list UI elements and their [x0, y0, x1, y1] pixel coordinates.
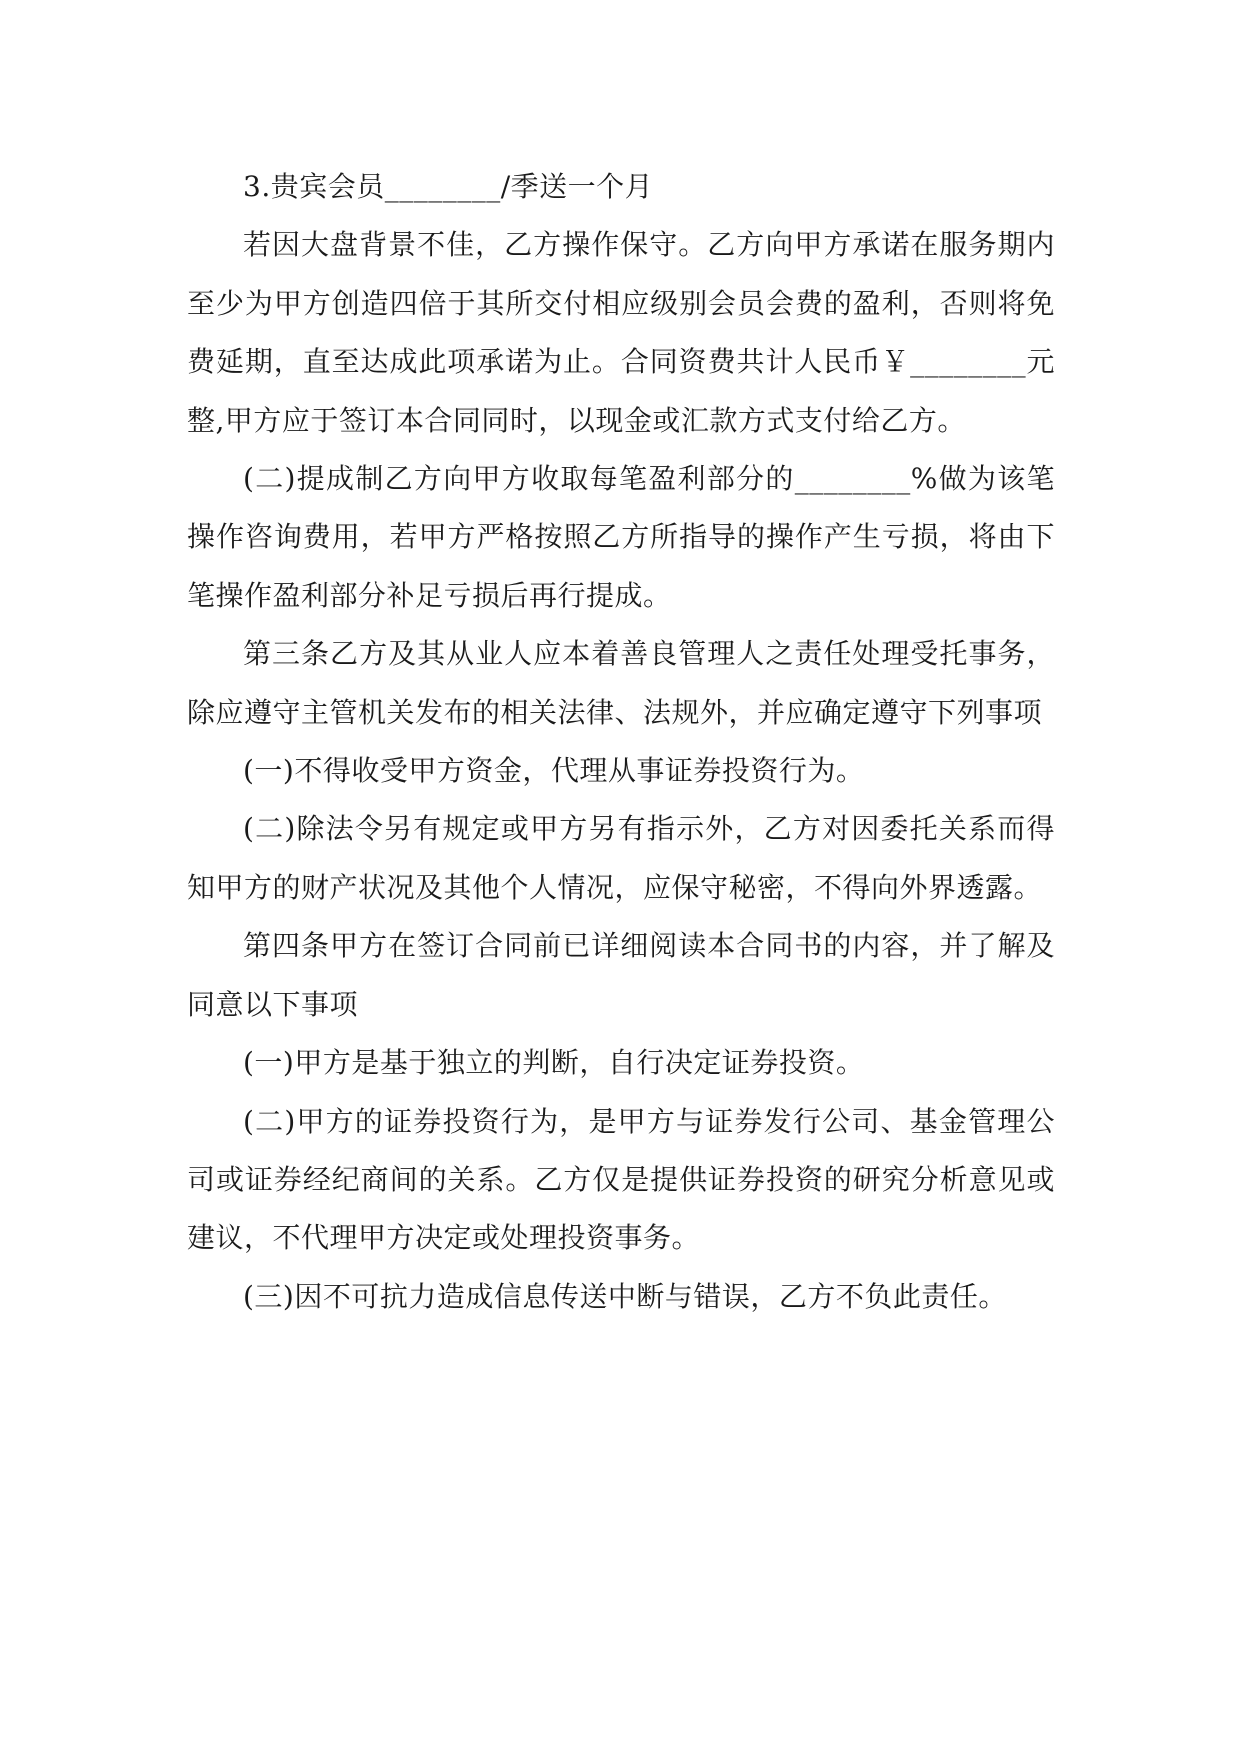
paragraph-item-two-relationship: (二)甲方的证券投资行为，是甲方与证券发行公司、基金管理公司或证券经纪商间的关系。乙方仅是提供证券投资的研究分析意见或建议，不代理甲方决定或处理投资事务。 — [187, 1104, 1055, 1255]
paragraph-item-three-force-majeure: (三)因不可抗力造成信息传送中断与错误，乙方不负此责任。 — [243, 1279, 1007, 1313]
paragraph-item-one-judgment: (一)甲方是基于独立的判断，自行决定证券投资。 — [243, 1046, 865, 1080]
paragraph-commission: (二)提成制乙方向甲方收取每笔盈利部分的________%做为该笔操作咨询费用，若甲方严格按照乙方所指导的操作产生亏损，将由下笔操作盈利部分补足亏损后再行提成。 — [187, 462, 1055, 612]
paragraph-article-three: 第三条乙方及其从业人应本着善良管理人之责任处理受托事务，除应遵守主管机关发布的相关法律、法规外，并应确定遵守下列事项 — [187, 637, 1055, 729]
paragraph-profit-promise: 若因大盘背景不佳，乙方操作保守。乙方向甲方承诺在服务期内至少为甲方创造四倍于其所交付相应级别会员会费的盈利，否则将免费延期，直至达成此项承诺为止。合同资费共计人民币￥________元整,甲方应于签订本合同同时，以现金或汇款方式支付给乙方。 — [187, 228, 1055, 437]
paragraph-vip-member: 3.贵宾会员________/季送一个月 — [243, 170, 654, 203]
document-body — [187, 158, 1055, 1326]
paragraph-article-four: 第四条甲方在签订合同前已详细阅读本合同书的内容，并了解及同意以下事项 — [187, 929, 1055, 1021]
paragraph-item-two-confidential: (二)除法令另有规定或甲方另有指示外，乙方对因委托关系而得知甲方的财产状况及其他个人情况，应保守秘密，不得向外界透露。 — [187, 812, 1055, 904]
paragraph-item-one-funds: (一)不得收受甲方资金，代理从事证券投资行为。 — [243, 754, 865, 788]
